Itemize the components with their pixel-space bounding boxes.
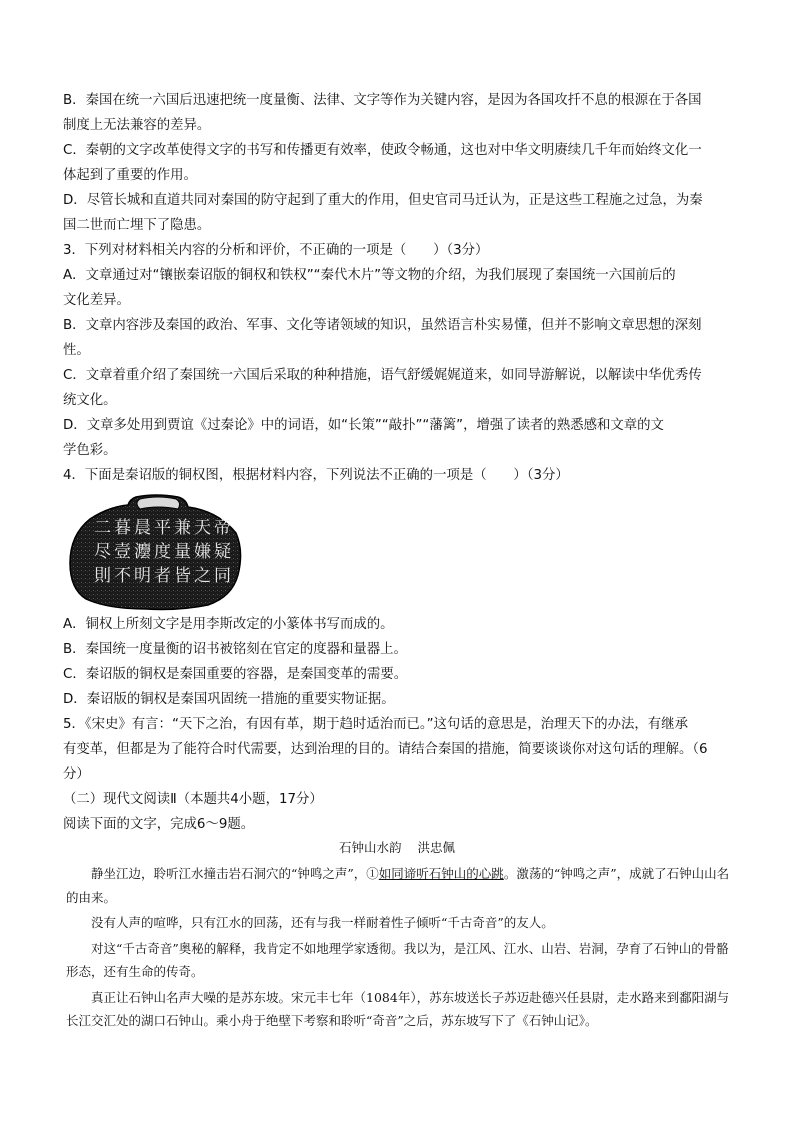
bronze-weight-image — [68, 493, 244, 611]
article-body — [66, 862, 736, 1033]
q4-option-b: B．秦国统一度量衡的诏书被铭刻在官定的度器和量器上。 — [63, 642, 407, 657]
seal-glyph: 平 — [154, 518, 171, 538]
option-d-line-2: 国二世而亡埋下了隐患。 — [63, 218, 211, 233]
seal-glyph: 不 — [114, 566, 131, 586]
article-author: 洪忠佩 — [417, 840, 456, 855]
question-5-line-1: 5．《宋史》有言：“天下之治，有因有革，期于趋时适治而已。”这句话的意思是，治理天下的办法，有继承 — [63, 717, 688, 732]
q4-option-d: D．秦诏版的铜权是秦国巩固统一措施的重要实物证据。 — [63, 692, 395, 707]
article-paragraph-2: 没有人声的喧哗，只有江水的回荡，还有与我一样耐着性子倾听“千古奇音”的友人。 — [91, 915, 554, 930]
q3-option-c-line-2: 统文化。 — [63, 393, 117, 408]
seal-glyph: 兼 — [174, 518, 191, 538]
seal-glyph: 灋 — [134, 542, 151, 562]
q3-option-c-line-1: C．文章着重介绍了秦国统一六国后采取的种种措施，语气舒缓娓娓道来，如同导游解说，以解读中华优秀传 — [63, 368, 702, 383]
seal-glyph: 皆 — [174, 566, 191, 586]
option-b-line-1: B．秦国在统一六国后迅速把统一度量衡、法律、文字等作为关键内容，是因为各国攻扦不息的根源在于各国 — [63, 93, 702, 108]
seal-glyph: 之 — [194, 566, 211, 586]
question-4-options — [63, 612, 733, 837]
question-3: 3．下列对材料相关内容的分析和评价，不正确的一项是（ ）（3分） — [63, 243, 489, 258]
q3-option-a-line-1: A．文章通过对“镶嵌秦诏版的铜权和铁权”“秦代木片”等文物的介绍，为我们展现了秦国统一六国前后的 — [63, 268, 676, 283]
article-heading — [0, 838, 794, 858]
q3-option-b-line-1: B．文章内容涉及秦国的政治、军事、文化等诸领域的知识，虽然语言朴实易懂，但并不影响文章思想的深刻 — [63, 318, 702, 333]
article-paragraph-1 — [66, 862, 736, 909]
seal-glyph: 嫌 — [194, 542, 211, 562]
seal-glyph: 壹 — [114, 542, 131, 562]
article-title: 石钟山水韵 — [338, 840, 402, 855]
question-5-line-3: 分） — [63, 767, 90, 782]
question-block — [63, 88, 733, 488]
option-b-line-2: 制度上无法兼容的差异。 — [63, 118, 211, 133]
seal-glyph: 疑 — [214, 542, 231, 562]
q3-option-d-line-1: D．文章多处用到贾谊《过秦论》中的词语，如“长策”“敲扑”“藩篱”，增强了读者的熟悉感和文章的文 — [63, 418, 664, 433]
bronze-weight-graphic — [68, 493, 244, 611]
seal-glyph: 尽 — [94, 542, 111, 562]
seal-glyph: 量 — [174, 542, 191, 562]
seal-glyph: 者 — [154, 566, 171, 586]
underlined-sentence: 如同谛听石钟山的心跳 — [378, 866, 504, 881]
seal-glyph: 同 — [214, 566, 231, 586]
q3-option-d-line-2: 学色彩。 — [63, 443, 117, 458]
option-d-line-1: D．尽管长城和直道共同对秦国的防守起到了重大的作用，但史官司马迁认为，正是这些工程施之过急，为秦 — [63, 193, 703, 208]
reading-instruction: 阅读下面的文字，完成6～9题。 — [63, 817, 255, 832]
article-paragraph-3: 对这“千古奇音”奥秘的解释，我肯定不如地理学家透彻。我以为，是江风、江水、山岩、岩洞，孕育了石钟山的骨骼形态，还有生命的传奇。 — [66, 940, 729, 979]
seal-glyph: 暮 — [114, 518, 131, 538]
seal-glyph: 明 — [134, 566, 151, 586]
seal-glyph: 則 — [94, 566, 111, 586]
seal-glyph: 帝 — [214, 518, 231, 538]
q4-option-a: A．铜权上所刻文字是用李斯改定的小篆体书写而成的。 — [63, 617, 394, 632]
q3-option-b-line-2: 性。 — [63, 343, 90, 358]
seal-glyph: 二 — [94, 518, 111, 538]
article-paragraph-4: 真正让石钟山名声大噪的是苏东坡。宋元丰七年（1084年），苏东坡送长子苏迈赴德兴任县尉，走水路来到鄱阳湖与长江交汇处的湖口石钟山。乘小舟于绝壁下考察和聆听“奇音”之后，苏东坡写下了《石钟山记》。 — [66, 989, 730, 1028]
q4-option-c: C．秦诏版的铜权是秦国重要的容器，是秦国变革的需要。 — [63, 667, 408, 682]
seal-glyph: 天 — [194, 518, 211, 538]
q3-option-a-line-2: 文化差异。 — [63, 293, 130, 308]
option-c-line-2: 体起到了重要的作用。 — [63, 168, 197, 183]
question-5-line-2: 有变革，但都是为了能符合时代需要，达到治理的目的。请结合秦国的措施，简要谈谈你对这句话的理解。（6 — [63, 742, 708, 757]
paragraph-1-lead: 静坐江边，聆听江水撞击岩石洞穴的“钟鸣之声”，① — [91, 866, 379, 881]
question-4: 4．下面是秦诏版的铜权图，根据材料内容，下列说法不正确的一项是（ ）（3分） — [63, 468, 569, 483]
seal-glyph: 晨 — [134, 518, 151, 538]
paragraph-1-rest: 。激荡的“钟鸣之声”，成就了石钟山山名的由来。 — [66, 866, 730, 905]
option-c-line-1: C．秦朝的文字改革使得文字的书写和传播更有效率，使政令畅通，这也对中华文明赓续几千年而始终文化一 — [63, 143, 702, 158]
seal-glyph: 度 — [154, 542, 171, 562]
section-heading: （二）现代文阅读Ⅱ（本题共4小题，17分） — [63, 792, 323, 807]
